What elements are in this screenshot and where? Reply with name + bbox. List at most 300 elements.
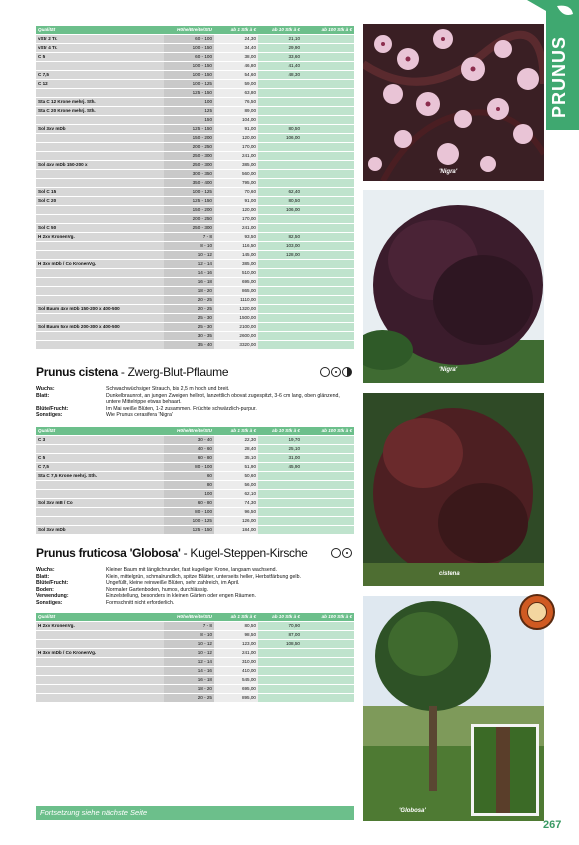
description-label: Sonstiges:: [36, 599, 63, 606]
table-cell: [302, 188, 354, 197]
table-row: [36, 666, 354, 675]
table-cell: [36, 666, 164, 675]
table-row: [36, 296, 354, 305]
table-cell: [302, 62, 354, 71]
cistena-image: [363, 393, 544, 586]
shade-icon: [342, 367, 352, 377]
table-cell: [36, 341, 164, 350]
table-cell: [258, 332, 302, 341]
table-cell: 100 - 150: [164, 62, 214, 71]
table-cell: [302, 657, 354, 666]
photo-caption: 'Globosa': [399, 808, 426, 814]
table-cell: 10 - 12: [164, 648, 214, 657]
table-row: [36, 242, 354, 251]
col-header: Qualität: [36, 427, 164, 436]
table-row: [36, 621, 354, 630]
table-row: [36, 507, 354, 516]
description-row: [36, 574, 354, 581]
table-cell: [36, 116, 164, 125]
table-row: [36, 480, 354, 489]
table-cell: Sol C 20: [36, 197, 164, 206]
table-row: [36, 260, 354, 269]
table-row: [36, 314, 354, 323]
col-header: Höhe/Breite/StU: [164, 613, 214, 622]
table-cell: 38,00: [214, 53, 258, 62]
table-cell: [302, 498, 354, 507]
col-header: ab 100 Stk à €: [302, 613, 354, 622]
table-cell: 695,00: [214, 278, 258, 287]
table-cell: [302, 314, 354, 323]
table-cell: 385,00: [214, 260, 258, 269]
table-cell: 560,00: [214, 170, 258, 179]
table-cell: 250 - 300: [164, 161, 214, 170]
description-label: Wuchs:: [36, 386, 55, 392]
table-cell: [302, 242, 354, 251]
table-row: [36, 332, 354, 341]
table-cell: [302, 179, 354, 188]
photo-nigra-shrub: [363, 190, 544, 383]
table-cell: 795,00: [214, 179, 258, 188]
table-row: [36, 269, 354, 278]
description-label: Blüte/Frucht:: [36, 405, 69, 412]
table-cell: [258, 489, 302, 498]
table-cell: 350 - 400: [164, 179, 214, 188]
table-cell: [258, 341, 302, 350]
table-row: [36, 71, 354, 80]
table-cell: 241,00: [214, 152, 258, 161]
price-table-cistena: [36, 427, 354, 534]
table-row: [36, 251, 354, 260]
col-header: ab 1 Stk à €: [214, 613, 258, 622]
table-row: [36, 639, 354, 648]
photo-globosa: [363, 596, 544, 821]
description-label: Blüte/Frucht:: [36, 580, 69, 587]
table-cell: 82,50: [258, 233, 302, 242]
table-row: [36, 53, 354, 62]
table-cell: [36, 639, 164, 648]
table-cell: 310,00: [214, 657, 258, 666]
table-cell: [302, 453, 354, 462]
table-cell: [36, 152, 164, 161]
table-cell: C 5: [36, 453, 164, 462]
table-cell: 100 - 125: [164, 80, 214, 89]
table-cell: 1500,00: [214, 314, 258, 323]
table-cell: 125: [164, 107, 214, 116]
table-cell: [258, 80, 302, 89]
table-cell: 10 - 12: [164, 251, 214, 260]
table-cell: 40 - 60: [164, 444, 214, 453]
table-cell: 87,00: [258, 630, 302, 639]
table-cell: [258, 224, 302, 233]
table-cell: [302, 152, 354, 161]
table-cell: 2100,00: [214, 323, 258, 332]
globosa-image: [363, 596, 544, 821]
table-cell: [302, 621, 354, 630]
table-cell: C 7,5: [36, 462, 164, 471]
blossom-image: [363, 24, 544, 181]
page-number: 267: [543, 819, 562, 831]
table-cell: [36, 657, 164, 666]
table-row: [36, 462, 354, 471]
table-cell: [258, 323, 302, 332]
table-cell: 45,90: [258, 462, 302, 471]
table-cell: 35,10: [214, 453, 258, 462]
table-cell: [302, 260, 354, 269]
table-cell: [258, 305, 302, 314]
table-cell: 30 - 35: [164, 332, 214, 341]
plant-description-cistena: [36, 386, 354, 419]
table-cell: 895,00: [214, 693, 258, 702]
table-cell: [36, 62, 164, 71]
table-cell: [302, 332, 354, 341]
table-cell: [258, 666, 302, 675]
table-cell: [36, 278, 164, 287]
table-cell: 103,00: [258, 242, 302, 251]
table-row: [36, 525, 354, 534]
table-cell: 20 - 25: [164, 305, 214, 314]
table-row: [36, 684, 354, 693]
table-cell: [258, 215, 302, 224]
photo-cistena: [363, 393, 544, 586]
description-value: Ungefüllt, kleine reinweiße Blüten, sehr zahlreich, im April.: [106, 580, 240, 587]
description-value: Kleiner Baum mit länglichrunder, fast kugeliger Krone, langsam wachsend.: [106, 566, 277, 573]
table-cell: [302, 224, 354, 233]
table-cell: 120,00: [214, 134, 258, 143]
table-cell: 125 - 150: [164, 89, 214, 98]
table-cell: [258, 675, 302, 684]
table-row: [36, 44, 354, 53]
table-cell: 31,00: [258, 453, 302, 462]
col-header: Qualität: [36, 613, 164, 622]
table-cell: [36, 630, 164, 639]
table-cell: H 3xv mDb / Co KronenVg.: [36, 648, 164, 657]
table-cell: 120,00: [214, 206, 258, 215]
table-cell: Sol 3xv mDb: [36, 125, 164, 134]
table-cell: 60: [164, 471, 214, 480]
table-cell: 60 - 100: [164, 53, 214, 62]
table-cell: Sol C 15: [36, 188, 164, 197]
table-row: [36, 125, 354, 134]
table-cell: [36, 134, 164, 143]
table-cell: Sol 3xv mDb: [36, 525, 164, 534]
table-cell: 51,90: [214, 462, 258, 471]
table-row: [36, 35, 354, 44]
table-cell: Sta C 7,5 Krone mehrj. Sth.: [36, 471, 164, 480]
photo-nigra-blossom: [363, 24, 544, 181]
table-cell: 50,60: [214, 471, 258, 480]
table-cell: 100 - 150: [164, 71, 214, 80]
table-cell: 35 - 40: [164, 341, 214, 350]
table-cell: 545,00: [214, 675, 258, 684]
table-cell: [302, 98, 354, 107]
table-cell: 410,00: [214, 666, 258, 675]
table-cell: 56,00: [214, 480, 258, 489]
table-cell: [302, 44, 354, 53]
table-row: [36, 197, 354, 206]
table-cell: 1320,00: [214, 305, 258, 314]
plant-subtitle: - Zwerg-Blut-Pflaume: [117, 365, 229, 379]
table-cell: 62,40: [258, 188, 302, 197]
col-header: ab 10 Stk à €: [258, 613, 302, 622]
table-cell: 19,70: [258, 435, 302, 444]
table-cell: Sol 4xv mDb 150-200 x: [36, 161, 164, 170]
table-cell: 91,00: [214, 125, 258, 134]
table-cell: 865,00: [214, 287, 258, 296]
table-cell: 60 - 100: [164, 35, 214, 44]
table-cell: 96,50: [214, 507, 258, 516]
plant-name: Prunus fruticosa 'Globosa': [36, 545, 181, 560]
table-cell: [302, 251, 354, 260]
table-cell: [302, 287, 354, 296]
table-cell: [302, 684, 354, 693]
table-cell: 16 - 18: [164, 278, 214, 287]
table-row: [36, 516, 354, 525]
table-cell: [36, 89, 164, 98]
table-cell: [302, 462, 354, 471]
table-cell: [302, 71, 354, 80]
table-cell: 116,50: [214, 242, 258, 251]
table-cell: 145,00: [214, 251, 258, 260]
table-cell: H 2xv KronenVg.: [36, 621, 164, 630]
table-cell: 80: [164, 480, 214, 489]
table-cell: [258, 152, 302, 161]
table-cell: [258, 179, 302, 188]
photo-caption: 'Nigra': [439, 367, 458, 373]
table-cell: [36, 684, 164, 693]
table-cell: 41,40: [258, 62, 302, 71]
table-cell: 150: [164, 116, 214, 125]
table-cell: [258, 516, 302, 525]
description-label: Blatt:: [36, 392, 50, 399]
table-cell: [302, 444, 354, 453]
table-cell: [302, 134, 354, 143]
price-table-globosa: [36, 613, 354, 702]
table-cell: [302, 693, 354, 702]
table-cell: Sta C 12 Krone mehrj. Sth.: [36, 98, 164, 107]
description-row: [36, 567, 354, 574]
table-row: [36, 453, 354, 462]
sun-icon: [320, 367, 330, 377]
table-cell: [36, 296, 164, 305]
table-cell: [302, 233, 354, 242]
table-cell: 25 - 30: [164, 323, 214, 332]
table-cell: [302, 489, 354, 498]
table-cell: 91,00: [214, 197, 258, 206]
table-cell: 34,40: [214, 44, 258, 53]
table-cell: 74,30: [214, 498, 258, 507]
table-cell: [258, 116, 302, 125]
table-cell: [36, 242, 164, 251]
table-cell: 80,50: [258, 125, 302, 134]
photo-caption: 'Nigra': [439, 169, 458, 175]
table-row: [36, 143, 354, 152]
table-row: [36, 224, 354, 233]
col-header: Qualität: [36, 26, 164, 35]
table-cell: 385,00: [214, 161, 258, 170]
table-cell: 14 - 16: [164, 269, 214, 278]
table-cell: 200 - 250: [164, 143, 214, 152]
table-cell: [258, 314, 302, 323]
table-cell: Sol Baum 4xv mDb 150-200 x 400-500: [36, 305, 164, 314]
table-row: [36, 435, 354, 444]
table-cell: 8 - 10: [164, 630, 214, 639]
table-cell: Sol 3xv mB / Co: [36, 498, 164, 507]
description-row: [36, 587, 354, 594]
table-cell: 54,60: [214, 71, 258, 80]
table-cell: 18 - 20: [164, 287, 214, 296]
table-cell: 300 - 350: [164, 170, 214, 179]
table-cell: [302, 53, 354, 62]
table-cell: 80,50: [214, 621, 258, 630]
table-cell: 2600,00: [214, 332, 258, 341]
table-cell: [302, 197, 354, 206]
half-shade-icon: [331, 367, 341, 377]
table-cell: [258, 98, 302, 107]
table-cell: 25,10: [258, 444, 302, 453]
left-column: [36, 26, 354, 702]
table-row: [36, 287, 354, 296]
table-cell: [258, 525, 302, 534]
table-cell: 98,50: [214, 630, 258, 639]
table-cell: 80 - 100: [164, 462, 214, 471]
table-cell: [302, 666, 354, 675]
table-cell: 510,00: [214, 269, 258, 278]
table-cell: [36, 206, 164, 215]
table-cell: 150 - 200: [164, 206, 214, 215]
table-cell: [302, 80, 354, 89]
table-cell: [36, 251, 164, 260]
table-cell: 8 - 10: [164, 242, 214, 251]
table-cell: C 3: [36, 435, 164, 444]
table-row: [36, 215, 354, 224]
table-cell: C 5: [36, 53, 164, 62]
table-cell: [36, 143, 164, 152]
table-cell: [302, 161, 354, 170]
table-cell: 14 - 16: [164, 666, 214, 675]
plant-description-globosa: [36, 567, 354, 607]
table-cell: [302, 630, 354, 639]
table-row: [36, 62, 354, 71]
price-table-nigra: [36, 26, 354, 349]
table-cell: 93,50: [214, 233, 258, 242]
half-shade-icon: [342, 548, 352, 558]
table-row: [36, 233, 354, 242]
table-cell: 106,00: [258, 134, 302, 143]
section-label: PRUNUS: [549, 35, 569, 118]
table-cell: 80 - 100: [164, 507, 214, 516]
table-cell: 24,30: [214, 35, 258, 44]
table-cell: [36, 444, 164, 453]
table-cell: [302, 269, 354, 278]
table-cell: 170,00: [214, 143, 258, 152]
table-cell: 20 - 25: [164, 296, 214, 305]
table-row: [36, 693, 354, 702]
quality-seal: [519, 594, 555, 630]
table-cell: 30 - 40: [164, 435, 214, 444]
table-cell: C 12: [36, 80, 164, 89]
table-cell: 241,00: [214, 648, 258, 657]
table-cell: 100 - 125: [164, 516, 214, 525]
table-cell: 16 - 18: [164, 675, 214, 684]
description-label: Verwendung:: [36, 593, 69, 600]
description-value: Schwachwüchsiger Strauch, bis 2,5 m hoch und breit.: [106, 386, 230, 392]
table-cell: 20 - 25: [164, 693, 214, 702]
table-cell: Sta C 20 Krone mehrj. Sth.: [36, 107, 164, 116]
table-row: [36, 206, 354, 215]
table-cell: [36, 269, 164, 278]
table-cell: 100: [164, 489, 214, 498]
description-row: [36, 386, 354, 393]
table-cell: 48,30: [258, 71, 302, 80]
table-row: [36, 630, 354, 639]
table-cell: [302, 480, 354, 489]
table-cell: [258, 287, 302, 296]
col-header: ab 1 Stk à €: [214, 26, 258, 35]
light-symbols: [320, 367, 352, 377]
table-cell: 62,10: [214, 489, 258, 498]
table-row: [36, 471, 354, 480]
table-cell: [302, 170, 354, 179]
light-symbols: [331, 548, 352, 558]
table-cell: [302, 341, 354, 350]
table-cell: 70,90: [258, 621, 302, 630]
table-cell: [302, 471, 354, 480]
table-cell: [36, 287, 164, 296]
table-cell: 70,60: [214, 188, 258, 197]
table-cell: 10 - 12: [164, 639, 214, 648]
col-header: Höhe/Breite/StU: [164, 26, 214, 35]
table-cell: [258, 498, 302, 507]
table-cell: [302, 89, 354, 98]
table-cell: 28,40: [214, 444, 258, 453]
plant-title-globosa: [36, 546, 354, 562]
description-row: [36, 406, 354, 413]
table-cell: 108,50: [258, 639, 302, 648]
table-cell: [36, 332, 164, 341]
table-cell: 125 - 150: [164, 125, 214, 134]
table-row: [36, 323, 354, 332]
table-cell: 100 - 125: [164, 188, 214, 197]
plant-title-cistena: [36, 365, 354, 381]
table-cell: [302, 675, 354, 684]
col-header: ab 100 Stk à €: [302, 26, 354, 35]
table-cell: 12 - 14: [164, 657, 214, 666]
table-cell: [36, 215, 164, 224]
table-cell: 33,60: [258, 53, 302, 62]
description-label: Sonstiges:: [36, 412, 63, 419]
table-cell: 123,00: [214, 639, 258, 648]
table-cell: 106,00: [258, 206, 302, 215]
table-cell: 250 - 300: [164, 224, 214, 233]
table-cell: [258, 693, 302, 702]
table-row: [36, 657, 354, 666]
leaf-icon: [527, 0, 579, 30]
table-cell: [258, 161, 302, 170]
description-row: [36, 600, 354, 607]
table-cell: [302, 107, 354, 116]
table-row: [36, 498, 354, 507]
table-cell: [302, 116, 354, 125]
description-row: [36, 580, 354, 587]
col-header: ab 10 Stk à €: [258, 427, 302, 436]
table-cell: [258, 260, 302, 269]
table-cell: [302, 648, 354, 657]
table-row: [36, 152, 354, 161]
table-cell: [258, 89, 302, 98]
table-cell: [258, 170, 302, 179]
table-row: [36, 188, 354, 197]
description-value: Dunkelbraunrot, an jungen Zweigen hellrot, lanzettlich obovat zugespitzt, 3-6 cm lang, oben glänzend, untere Mittelrippe etwas behaart.: [106, 392, 340, 406]
